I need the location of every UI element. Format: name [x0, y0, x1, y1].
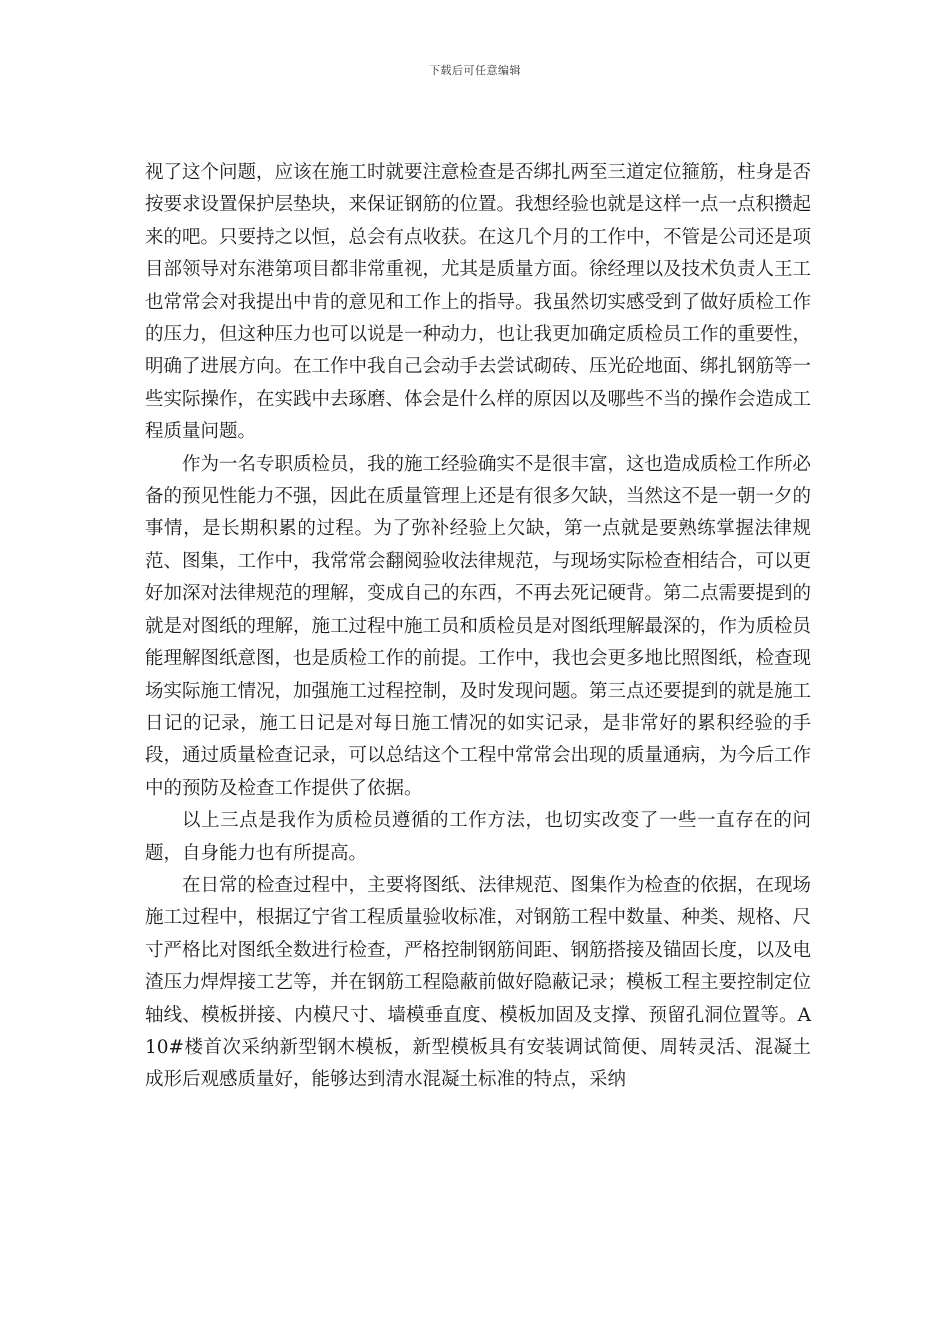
page-header: 下载后可任意编辑 [429, 64, 521, 77]
paragraph-2: 作为一名专职质检员，我的施工经验确实不是很丰富，这也造成质检工作所必备的预见性能力不强，因此在质量管理上还是有很多欠缺，当然这不是一朝一夕的事情，是长期积累的过程。为了弥补经验上欠缺，第一点就是要熟练掌握法律规范、图集，工作中，我常常会翻阅验收法律规范，与现场实际检查相结合，可以更好加深对法律规范的理解，变成自己的东西，不再去死记硬背。第二点需要提到的就是对图纸的理解，施工过程中施工员和质检员是对图纸理解最深的，作为质检员能理解图纸意图，也是质检工作的前提。工作中，我也会更多地比照图纸，检查现场实际施工情况，加强施工过程控制，及时发现问题。第三点还要提到的就是施工日记的记录，施工日记是对每日施工情况的如实记录，是非常好的累积经验的手段，通过质量检查记录，可以总结这个工程中常常会出现的质量通病，为今后工作中的预防及检查工作提供了依据。 [145, 453, 812, 799]
paragraph-1: 视了这个问题，应该在施工时就要注意检查是否绑扎两至三道定位箍筋，柱身是否按要求设置保护层垫块，来保证钢筋的位置。我想经验也就是这样一点一点积攒起来的吧。只要持之以恒，总会有点收获。在这几个月的工作中，不管是公司还是项目部领导对东港第项目都非常重视，尤其是质量方面。徐经理以及技术负责人王工也常常会对我提出中肯的意见和工作上的指导。我虽然切实感受到了做好质检工作的压力，但这种压力也可以说是一种动力，也让我更加确定质检员工作的重要性，明确了进展方向。在工作中我自己会动手去尝试砌砖、压光砼地面、绑扎钢筋等一些实际操作，在实践中去琢磨、体会是什么样的原因以及哪些不当的操作会造成工程质量问题。 [145, 162, 812, 443]
document-body [145, 157, 811, 1097]
paragraph-3: 以上三点是我作为质检员遵循的工作方法，也切实改变了一些一直存在的问题，自身能力也有所提高。 [145, 810, 811, 864]
paragraph-4: 在日常的检查过程中，主要将图纸、法律规范、图集作为检查的依据，在现场施工过程中，根据辽宁省工程质量验收标准，对钢筋工程中数量、种类、规格、尺寸严格比对图纸全数进行检查，严格控制钢筋间距、钢筋搭接及锚固长度，以及电渣压力焊焊接工艺等，并在钢筋工程隐蔽前做好隐蔽记录；模板工程主要控制定位轴线、模板拼接、内模尺寸、墙模垂直度、模板加固及支撑、预留孔洞位置等。A10#楼首次采纳新型钢木模板，新型模板具有安装调试简便、周转灵活、混凝土成形后观感质量好，能够达到清水混凝土标准的特点，采纳 [145, 874, 812, 1091]
